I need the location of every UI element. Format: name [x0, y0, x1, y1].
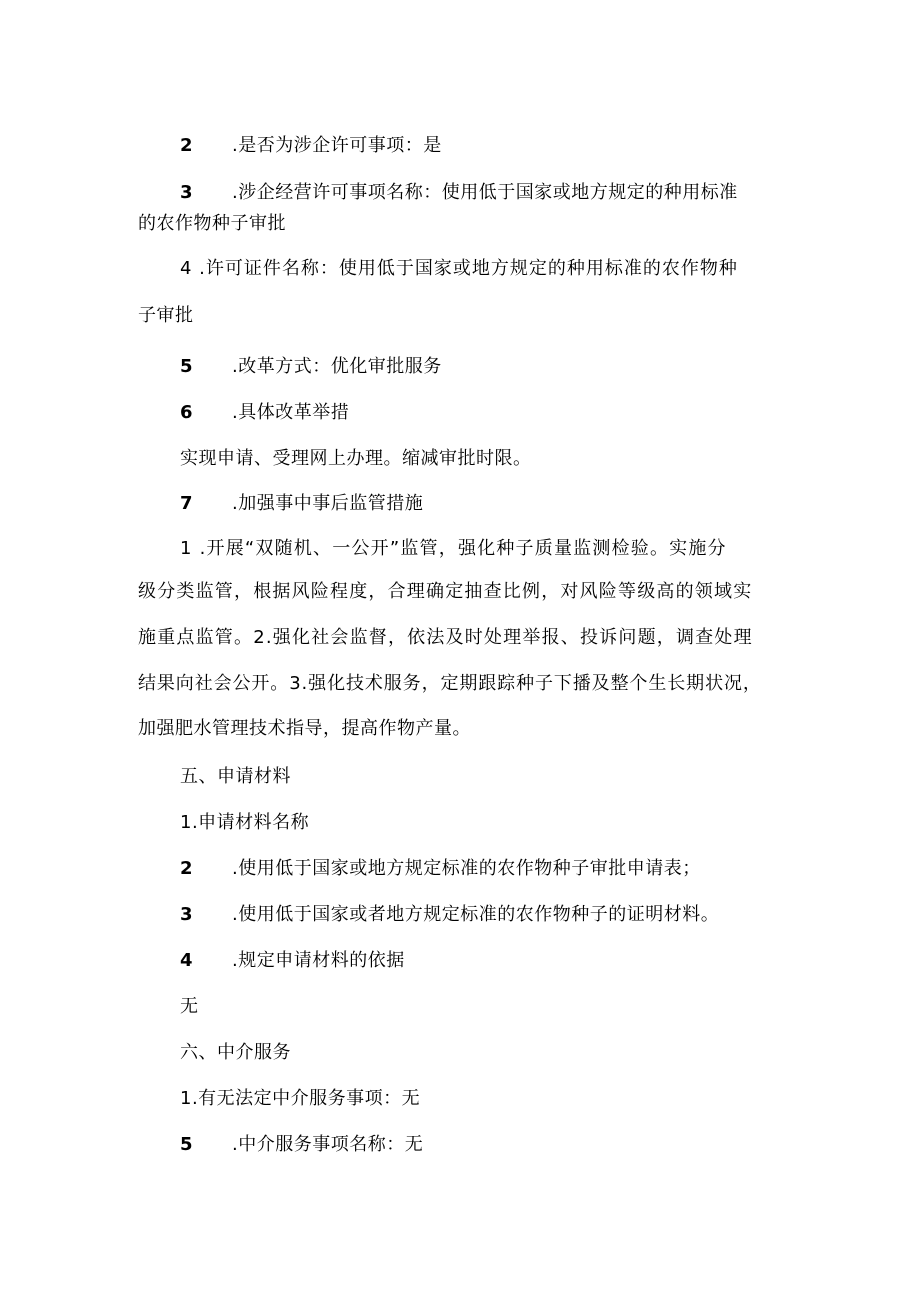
item-text: .具体改革举措 — [232, 402, 350, 423]
item-text: 的农作物种子审批 — [138, 213, 286, 234]
item-text: .加强事中事后监管措施 — [232, 493, 424, 514]
body-text: 级分类监管，根据风险程度，合理确定抽查比例，对风险等级高的领域实 — [138, 581, 753, 602]
body-text: 1 .开展“双随机、一公开”监管，强化种子质量监测检验。实施分 — [180, 538, 727, 559]
item-number: 6 — [180, 402, 193, 423]
body-text: 施重点监管。2.强化社会监督，依法及时处理举报、投诉问题，调查处理 — [138, 627, 753, 648]
item-text: 子审批 — [138, 305, 194, 326]
section-title: 六、中介服务 — [180, 1042, 291, 1063]
item-text: 4 .许可证件名称：使用低于国家或地方规定的种用标准的农作物种 — [180, 258, 738, 279]
item-number: 5 — [180, 356, 193, 377]
item-text: .改革方式：优化审批服务 — [232, 356, 442, 377]
item-text: 1.有无法定中介服务事项：无 — [180, 1088, 421, 1109]
body-text: 实现申请、受理网上办理。缩减审批时限。 — [180, 448, 532, 469]
item-text: 1.申请材料名称 — [180, 812, 310, 833]
section-title: 五、申请材料 — [180, 766, 291, 787]
item-number: 7 — [180, 493, 193, 514]
item-text: .中介服务事项名称：无 — [232, 1134, 424, 1155]
item-text: .涉企经营许可事项名称：使用低于国家或地方规定的种用标准 — [232, 182, 738, 203]
body-text: 加强肥水管理技术指导，提高作物产量。 — [138, 718, 471, 739]
item-text: .使用低于国家或者地方规定标准的农作物种子的证明材料。 — [232, 904, 720, 925]
body-text: 无 — [180, 996, 199, 1017]
item-number: 4 — [180, 950, 193, 971]
item-text: .规定申请材料的依据 — [232, 950, 405, 971]
body-text: 结果向社会公开。3.强化技术服务，定期跟踪种子下播及整个生长期状况， — [138, 673, 762, 694]
item-text: .使用低于国家或地方规定标准的农作物种子审批申请表； — [232, 858, 701, 879]
item-number: 3 — [180, 182, 193, 203]
item-number: 2 — [180, 858, 193, 879]
item-text: .是否为涉企许可事项：是 — [232, 135, 442, 156]
item-number: 3 — [180, 904, 193, 925]
item-number: 5 — [180, 1134, 193, 1155]
item-number: 2 — [180, 135, 193, 156]
